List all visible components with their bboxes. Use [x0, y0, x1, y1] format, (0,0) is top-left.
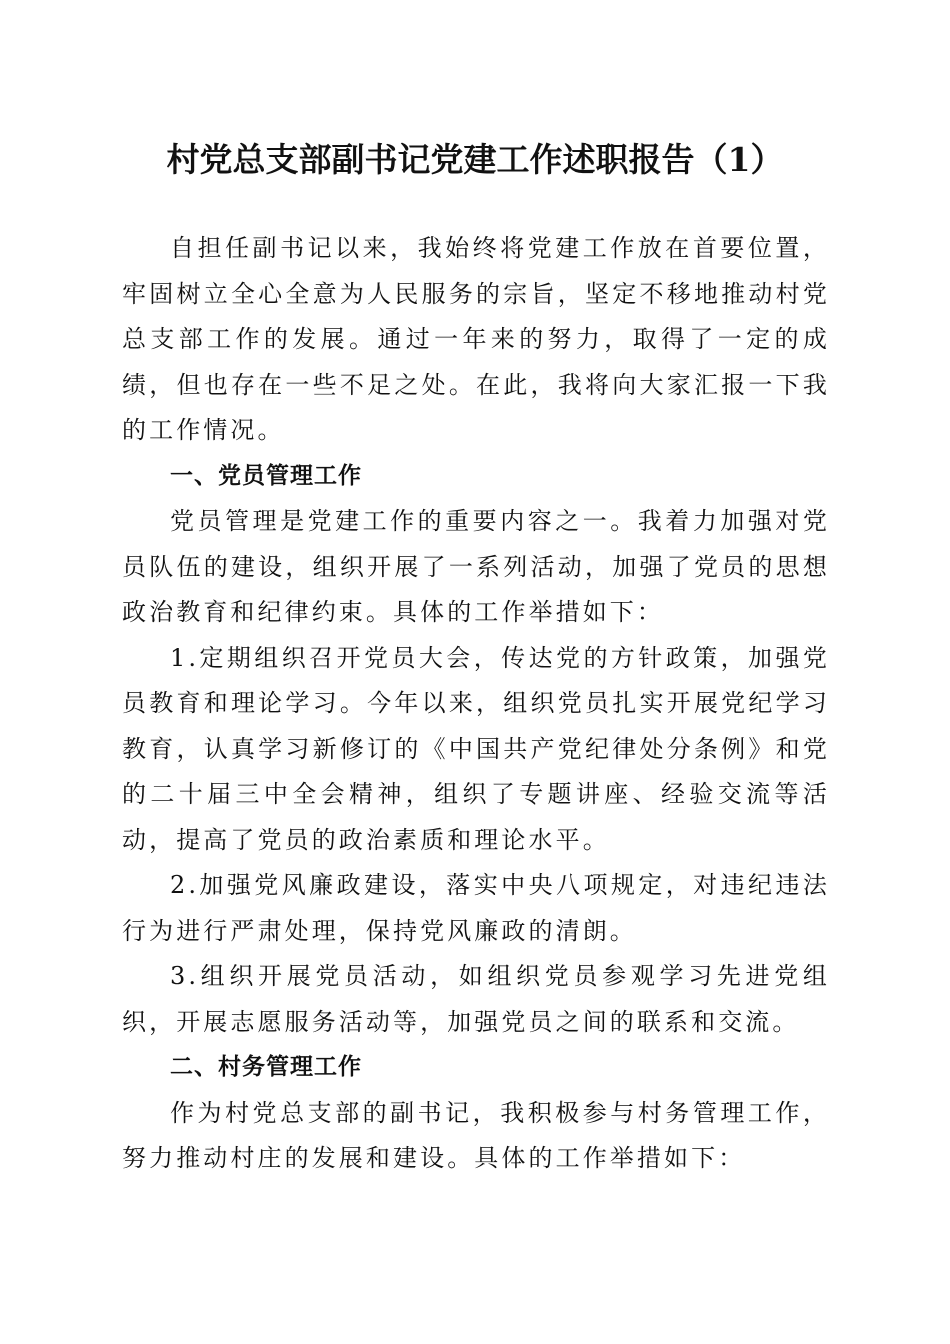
- list-item-2: 2.加强党风廉政建设，落实中央八项规定，对违纪违法行为进行严肃处理，保持党风廉政的清朗。: [122, 871, 830, 945]
- document-title: 村党总支部副书记党建工作述职报告（1）: [166, 140, 784, 179]
- section-heading-party-member-management: 一、党员管理工作: [170, 462, 362, 489]
- list-item-3: 3.组织开展党员活动，如组织党员参观学习先进党组织，开展志愿服务活动等，加强党员之间的联系和交流。: [122, 962, 830, 1036]
- section2-intro-paragraph: 作为村党总支部的副书记，我积极参与村务管理工作，努力推动村庄的发展和建设。具体的工作举措如下：: [122, 1098, 830, 1172]
- intro-paragraph: 自担任副书记以来，我始终将党建工作放在首要位置，牢固树立全心全意为人民服务的宗旨，坚定不移地推动村党总支部工作的发展。通过一年来的努力，取得了一定的成绩，但也存在一些不足之处。在此，我将向大家汇报一下我的工作情况。: [122, 234, 830, 444]
- section1-intro-paragraph: 党员管理是党建工作的重要内容之一。我着力加强对党员队伍的建设，组织开展了一系列活动，加强了党员的思想政治教育和纪律约束。具体的工作举措如下：: [122, 507, 830, 626]
- list-item-1: 1.定期组织召开党员大会，传达党的方针政策，加强党员教育和理论学习。今年以来，组织党员扎实开展党纪学习教育，认真学习新修订的《中国共产党纪律处分条例》和党的二十届三中全会精神，组织了专题讲座、经验交流等活动，提高了党员的政治素质和理论水平。: [122, 643, 830, 854]
- section-heading-village-affairs: 二、村务管理工作: [170, 1054, 362, 1080]
- document-body: [122, 226, 830, 1182]
